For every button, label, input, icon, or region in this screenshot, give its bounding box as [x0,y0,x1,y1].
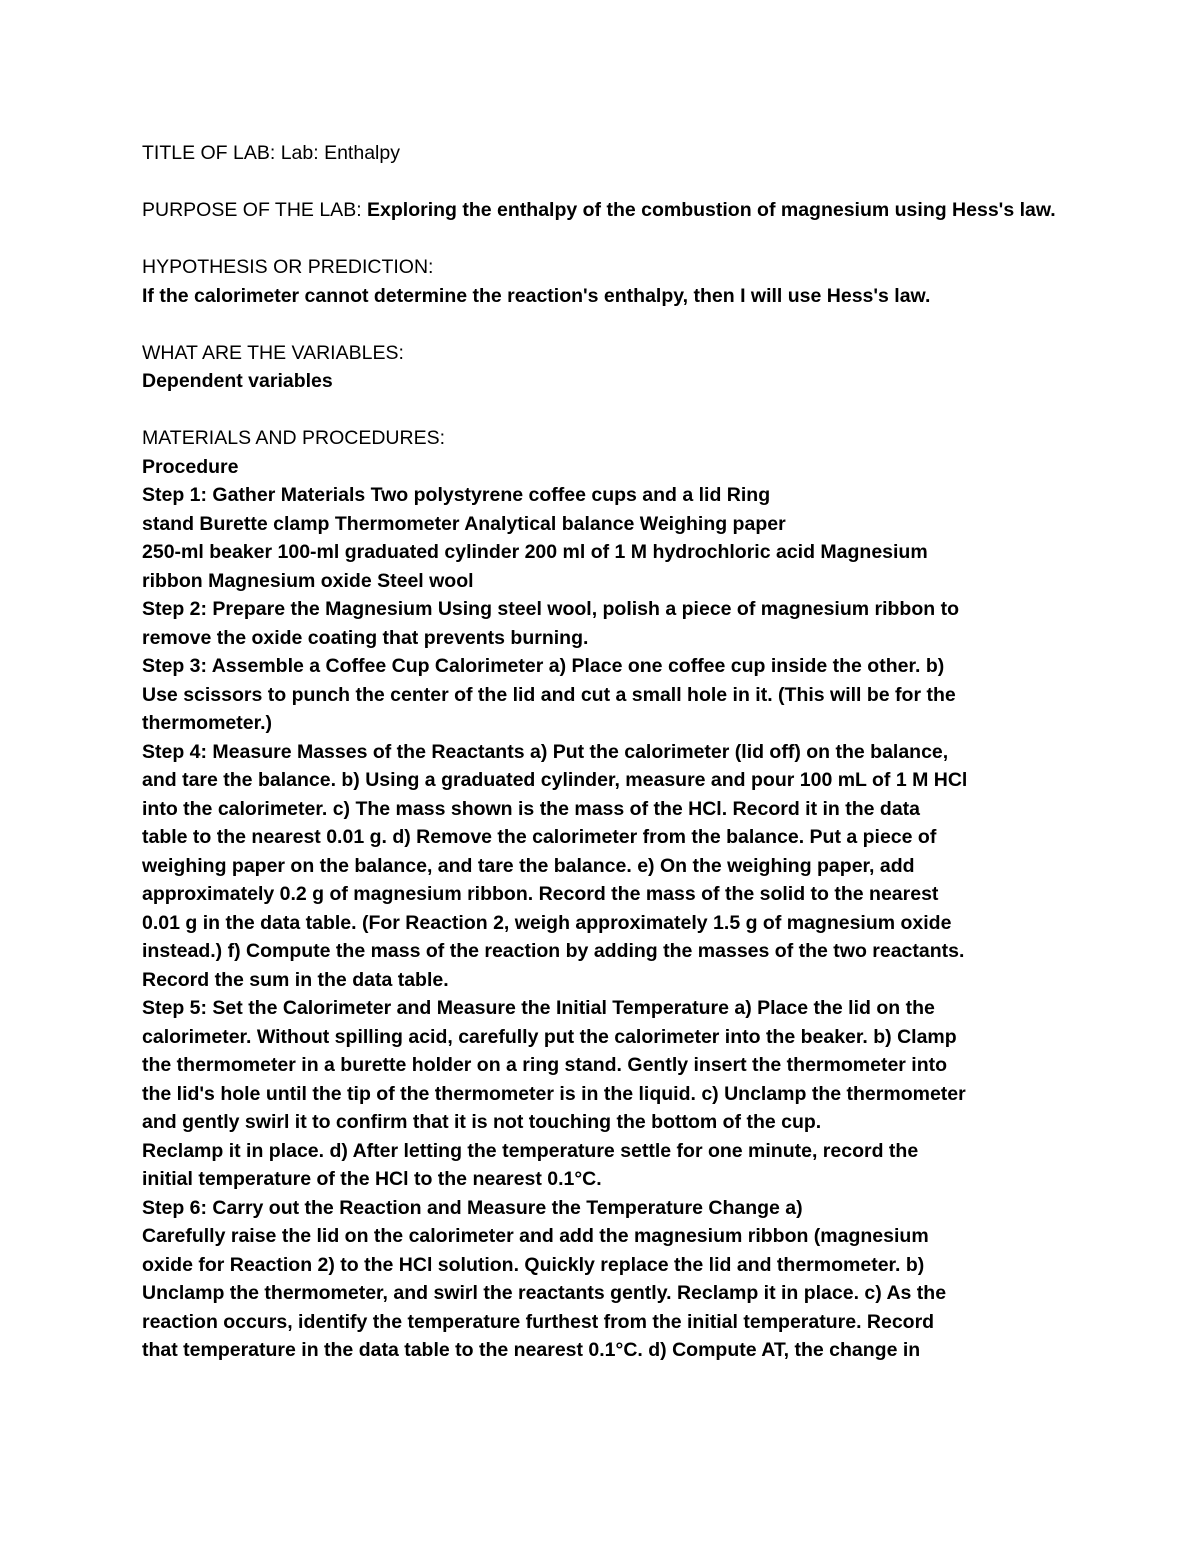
document-page [142,139,1067,1393]
procedure-line: calorimeter. Without spilling acid, carefully put the calorimeter into the beaker. b) Clamp [142,1025,957,1048]
procedure-line: the thermometer in a burette holder on a ring stand. Gently insert the thermometer into [142,1054,948,1076]
hypothesis-value: If the calorimeter cannot determine the reaction's enthalpy, then I will use Hess's law. [142,284,931,307]
procedure-line: thermometer.) [142,712,273,734]
purpose-section [142,196,1067,225]
procedure-line: weighing paper on the balance, and tare the balance. e) On the weighing paper, add [142,854,915,877]
procedure-line: into the calorimeter. c) The mass shown is the mass of the HCl. Record it in the data [142,797,921,820]
title-section [142,139,1067,168]
title-value: Lab: Enthalpy [280,142,400,164]
procedure-line: Step 4: Measure Masses of the Reactants a) Put the calorimeter (lid off) on the balance, [142,740,949,763]
title-label: TITLE OF LAB: [142,142,281,164]
procedure-line: Use scissors to punch the center of the lid and cut a small hole in it. (This will be for the [142,683,956,706]
purpose-value: Exploring the enthalpy of the combustion of magnesium using Hess's law. [367,199,1056,221]
procedure-line: stand Burette clamp Thermometer Analytical balance Weighing paper [142,512,786,535]
procedure-line: ribbon Magnesium oxide Steel wool [142,569,474,592]
procedure-heading: Procedure [142,455,239,478]
procedure-line: remove the oxide coating that prevents burning. [142,626,589,649]
variables-label: WHAT ARE THE VARIABLES: [142,341,404,364]
procedure-line: the lid's hole until the tip of the thermometer is in the liquid. c) Unclamp the thermometer [142,1082,966,1105]
procedure-line: approximately 0.2 g of magnesium ribbon. Record the mass of the solid to the nearest [142,883,939,905]
procedure-line: Unclamp the thermometer, and swirl the reactants gently. Reclamp it in place. c) As the [142,1282,947,1304]
purpose-label: PURPOSE OF THE LAB: [142,199,368,221]
procedure-line: table to the nearest 0.01 g. d) Remove the calorimeter from the balance. Put a piece of [142,826,937,848]
procedure-text [142,481,1067,1365]
procedure-line: initial temperature of the HCl to the nearest 0.1°C. [142,1168,602,1190]
materials-label: MATERIALS AND PROCEDURES: [142,427,446,449]
procedure-line: Step 1: Gather Materials Two polystyrene coffee cups and a lid Ring [142,484,771,506]
procedure-line: 250-ml beaker 100-ml graduated cylinder 200 ml of 1 M hydrochloric acid Magnesium [142,541,928,563]
procedure-line: and tare the balance. b) Using a graduated cylinder, measure and pour 100 mL of 1 M HCl [142,769,968,791]
procedure-line: Step 5: Set the Calorimeter and Measure the Initial Temperature a) Place the lid on the [142,997,935,1019]
procedure-line: Reclamp it in place. d) After letting the temperature settle for one minute, record the [142,1139,919,1162]
procedure-line: oxide for Reaction 2) to the HCl solution. Quickly replace the lid and thermometer. b) [142,1253,925,1276]
hypothesis-section [142,253,1067,310]
procedure-line: and gently swirl it to confirm that it is not touching the bottom of the cup. [142,1111,822,1133]
procedure-line: Carefully raise the lid on the calorimeter and add the magnesium ribbon (magnesium [142,1225,929,1247]
procedure-line: instead.) f) Compute the mass of the reaction by adding the masses of the two reactants. [142,940,965,962]
variables-section [142,339,1067,396]
procedure-line: that temperature in the data table to the nearest 0.1°C. d) Compute AT, the change in [142,1339,921,1361]
procedure-line: Record the sum in the data table. [142,968,449,991]
hypothesis-label: HYPOTHESIS OR PREDICTION: [142,256,434,278]
procedure-line: Step 2: Prepare the Magnesium Using steel wool, polish a piece of magnesium ribbon to [142,598,959,620]
procedure-line: Step 3: Assemble a Coffee Cup Calorimeter a) Place one coffee cup inside the other. b) [142,655,945,677]
materials-section [142,424,1067,1365]
procedure-line: 0.01 g in the data table. (For Reaction 2, weigh approximately 1.5 g of magnesium oxide [142,911,952,934]
procedure-line: Step 6: Carry out the Reaction and Measure the Temperature Change a) [142,1196,803,1219]
variables-value: Dependent variables [142,370,333,392]
procedure-line: reaction occurs, identify the temperature furthest from the initial temperature. Record [142,1310,935,1333]
